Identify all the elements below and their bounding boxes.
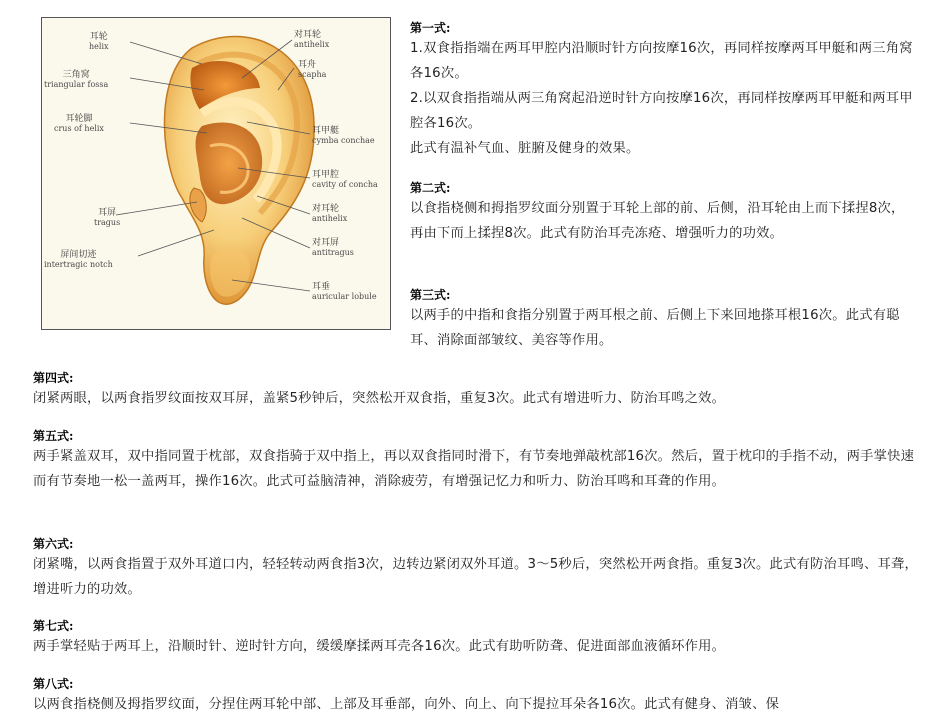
label-crus-of-helix: [54, 114, 104, 134]
section-4-body: 闭紧两眼，以两食指罗纹面按双耳屏，盖紧5秒钟后，突然松开双食指，重复3次。此式有增进听力、防治耳鸣之效。: [33, 391, 726, 406]
section-3: [410, 287, 918, 353]
label-antihelix-en: antihelix: [312, 214, 348, 223]
label-crus-of-helix-zh: 耳轮脚: [65, 114, 93, 124]
label-antihelix: [312, 204, 347, 224]
section-8-body: 以两食指桡侧及拇指罗纹面，分捏住两耳轮中部、上部及耳垂部，向外、向上、向下提拉耳朵各16次。此式有健身、消皱、保: [33, 697, 780, 712]
label-auricular-lobule-zh: 耳垂: [312, 282, 331, 292]
section-4-title: 第四式:: [33, 371, 74, 385]
section-1: [410, 20, 918, 161]
section-6-title: 第六式:: [33, 537, 74, 551]
label-scapha: [298, 60, 326, 80]
label-intertragic-notch-zh: 屏间切迹: [60, 250, 97, 260]
section-5: [33, 428, 918, 494]
label-helix-zh: 耳轮: [89, 32, 108, 42]
label-cavity-of-concha-zh: 耳甲腔: [312, 170, 340, 180]
section-5-body: 两手紧盖双耳，双中指同置于枕部，双食指骑于双中指上，再以双食指同时滑下，有节奏地弹敲枕部16次。然后，置于枕印的手指不动，两手掌快速而有节奏地一松一盖两耳，操作16次。此式可益脑清神，消除疲劳，有增强记忆力和听力、防治耳鸣和耳聋的作用。: [33, 449, 915, 489]
section-1-title: 第一式:: [410, 21, 451, 35]
section-1-line-1: 1.双食指指端在两耳甲腔内沿顺时针方向按摩16次，再同样按摩两耳甲艇和两三角窝各16次。: [410, 41, 913, 81]
section-6: [33, 536, 918, 602]
section-2-title: 第二式:: [410, 181, 451, 195]
label-tragus: [94, 208, 120, 228]
label-triangular-fossa: [44, 70, 108, 90]
label-cavity-of-concha-en: cavity of concha: [312, 180, 378, 189]
label-tragus-zh: 耳屏: [98, 208, 117, 218]
section-6-body: 闭紧嘴，以两食指置于双外耳道口内，轻轻转动两食指3次，边转边紧闭双外耳道。3～5秒后，突然松开两食指。重复3次。此式有防治耳鸣、耳聋，增进听力的功效。: [33, 557, 918, 597]
section-4: [33, 370, 918, 411]
label-tragus-en: tragus: [94, 218, 121, 227]
section-5-title: 第五式:: [33, 429, 74, 443]
label-antihelix-zh: 对耳轮: [312, 204, 340, 214]
section-8-title: 第八式:: [33, 677, 74, 691]
label-antihelix-top: [294, 30, 329, 50]
label-antihelix-top-zh: 对耳轮: [294, 30, 322, 40]
section-1-line-2: 2.以双食指指端从两三角窝起沿逆时针方向按摩16次，再同样按摩两耳甲艇和两耳甲腔各16次。: [410, 91, 913, 131]
label-cymba-conchae-zh: 耳甲艇: [312, 126, 340, 136]
label-cymba-conchae-en: cymba conchae: [312, 136, 375, 145]
label-antitragus: [312, 238, 354, 258]
section-7-body: 两手掌轻贴于两耳上，沿顺时针、逆时针方向，缓缓摩揉两耳壳各16次。此式有助听防聋、促进面部血液循环作用。: [33, 639, 726, 654]
label-triangular-fossa-zh: 三角窝: [62, 70, 90, 80]
section-7: [33, 618, 918, 659]
label-cymba-conchae: [312, 126, 375, 146]
label-triangular-fossa-en: triangular fossa: [44, 80, 109, 89]
label-antitragus-en: antitragus: [312, 248, 354, 257]
label-auricular-lobule: [312, 282, 377, 302]
section-2-body: 以食指桡侧和拇指罗纹面分别置于耳轮上部的前、后侧，沿耳轮由上而下揉捏8次，再由下而上揉捏8次。此式有防治耳壳冻疮、增强听力的功效。: [410, 201, 905, 241]
label-intertragic-notch-en: intertragic notch: [44, 260, 113, 269]
label-helix: [89, 32, 109, 52]
label-crus-of-helix-en: crus of helix: [54, 124, 104, 133]
label-cavity-of-concha: [312, 170, 378, 190]
section-7-title: 第七式:: [33, 619, 74, 633]
label-scapha-zh: 耳舟: [298, 60, 317, 70]
label-auricular-lobule-en: auricular lobule: [312, 292, 377, 301]
label-antitragus-zh: 对耳屏: [312, 238, 340, 248]
ear-anatomy-figure: [41, 17, 391, 330]
section-3-title: 第三式:: [410, 288, 451, 302]
section-3-body: 以两手的中指和食指分别置于两耳根之前、后侧上下来回地搽耳根16次。此式有聪耳、消除面部皱纹、美容等作用。: [410, 308, 900, 348]
section-8: [33, 676, 918, 716]
label-intertragic-notch: [44, 250, 113, 270]
label-scapha-en: scapha: [298, 70, 327, 79]
label-helix-en: helix: [89, 42, 109, 51]
section-2: [410, 180, 918, 246]
label-antihelix-top-en: antihelix: [294, 40, 330, 49]
section-1-line-3: 此式有温补气血、脏腑及健身的效果。: [410, 141, 640, 156]
